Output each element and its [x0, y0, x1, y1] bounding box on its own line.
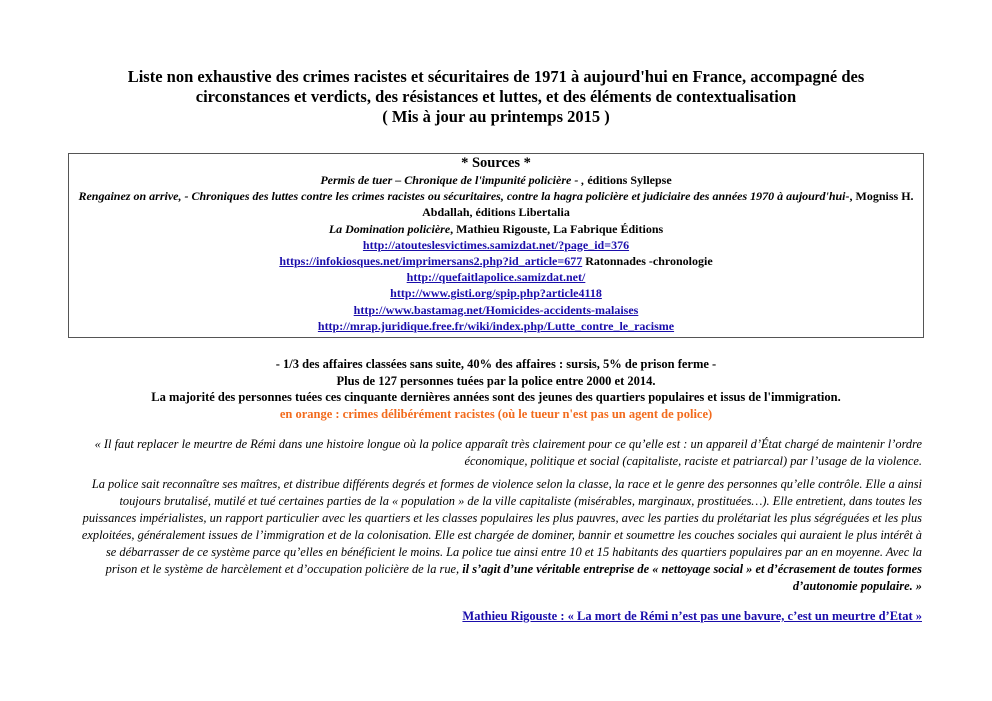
source-book-3	[69, 221, 923, 237]
source-link-3[interactable]: http://quefaitlapolice.samizdat.net/	[406, 270, 586, 285]
source-link-row	[69, 302, 923, 318]
source-link-row	[69, 269, 923, 285]
source-link-row	[69, 253, 923, 269]
quote-paragraph-2-text: La police sait reconnaître ses maîtres, et distribue différents degrés et formes de violence selon la classe, la race et le genre des personnes qu’elle contrôle. Elle a ainsi toujours brutalisé, mutilé et tué certaines parties de la « population » de la ville capitaliste (misérables, marginaux, prostituées…). Elle entretient, dans toutes les puissances impérialistes, un rapport particulier avec les quartiers et les classes populaires les plus pauvres, avec les parties du prolétariat les plus ségréguées et les plus exploitées, généralement issues de l’immigration et de la colonisation. Elle est chargée de dominer, bannir et soumettre les couches sociales qui auraient le plus intérêt à se débarrasser de ce système parce qu’elles en bénéficient le moins. La police tue ainsi entre 10 et 15 habitants des quartiers populaires par an en moyenne. Avec la prison et le système de harcèlement et d’occupation policière de la rue,	[81, 477, 922, 576]
source-link-2-note: Ratonnades -chronologie	[582, 254, 713, 269]
quote-paragraph-2	[75, 476, 922, 595]
statistics-block	[40, 356, 952, 422]
source-book-1	[69, 172, 923, 188]
stats-line-3: La majorité des personnes tuées ces cinquante dernières années sont des jeunes des quartiers populaires et issus de l'immigration.	[151, 390, 841, 404]
book-3-publisher: , Mathieu Rigouste, La Fabrique Éditions	[450, 221, 664, 236]
title-line-1: Liste non exhaustive des crimes racistes et sécuritaires de 1971 à aujourd'hui en France, accompagné des	[127, 67, 865, 86]
quote-author	[462, 609, 922, 624]
source-link-row	[69, 237, 923, 253]
author-article-link[interactable]: Mathieu Rigouste : « La mort de Rémi n’est pas une bavure, c’est un meurtre d’Etat »	[462, 609, 922, 623]
source-link-row	[69, 285, 923, 301]
book-2-title: Rengainez on arrive, - Chroniques des luttes contre les crimes racistes ou sécuritaires, contre la hagra policière et judiciaire des années 1970 à aujourd'hui-	[78, 189, 850, 204]
source-book-2	[69, 188, 923, 220]
source-link-6[interactable]: http://mrap.juridique.free.fr/wiki/index.php/Lutte_contre_le_racisme	[317, 318, 675, 333]
quote-paragraph-1: « Il faut replacer le meurtre de Rémi dans une histoire longue où la police apparaît très clairement pour ce qu’elle est : un appareil d’État chargé de maintenir l’ordre économique, politique et social (capitaliste, raciste et patriarcal) par l’usage de la violence.	[94, 437, 922, 468]
orange-legend-note: en orange : crimes délibérément racistes (où le tueur n'est pas un agent de police)	[279, 406, 713, 421]
book-2-publisher: , Mogniss H. Abdallah, éditions Libertalia	[422, 189, 914, 220]
source-link-2[interactable]: https://infokiosques.net/imprimersans2.php?id_article=677	[279, 254, 583, 269]
quote-paragraph-2-bold: il s’agit d’une véritable entreprise de « nettoyage social » et d’écrasement de toutes formes d’autonomie populaire. »	[462, 562, 922, 593]
title-line-2: circonstances et verdicts, des résistances et luttes, et des éléments de contextualisation	[195, 87, 797, 106]
source-link-5[interactable]: http://www.bastamag.net/Homicides-accidents-malaises	[353, 302, 639, 317]
stats-line-2: Plus de 127 personnes tuées par la police entre 2000 et 2014.	[336, 373, 656, 388]
book-3-title: La Domination policière	[328, 221, 451, 236]
sources-box	[68, 153, 924, 338]
source-link-row	[69, 318, 923, 334]
sources-heading: * Sources *	[461, 155, 531, 171]
title-line-3: ( Mis à jour au printemps 2015 )	[382, 107, 610, 126]
document-title	[40, 67, 952, 127]
source-link-1[interactable]: http://atouteslesvictimes.samizdat.net/?page_id=376	[362, 237, 630, 252]
book-1-publisher: éditions Syllepse	[584, 173, 672, 187]
book-1-title: Permis de tuer – Chronique de l'impunité policière - ,	[320, 173, 585, 187]
source-link-4[interactable]: http://www.gisti.org/spip.php?article4118	[390, 286, 602, 301]
stats-line-1: - 1/3 des affaires classées sans suite, 40% des affaires : sursis, 5% de prison ferme -	[275, 357, 717, 371]
